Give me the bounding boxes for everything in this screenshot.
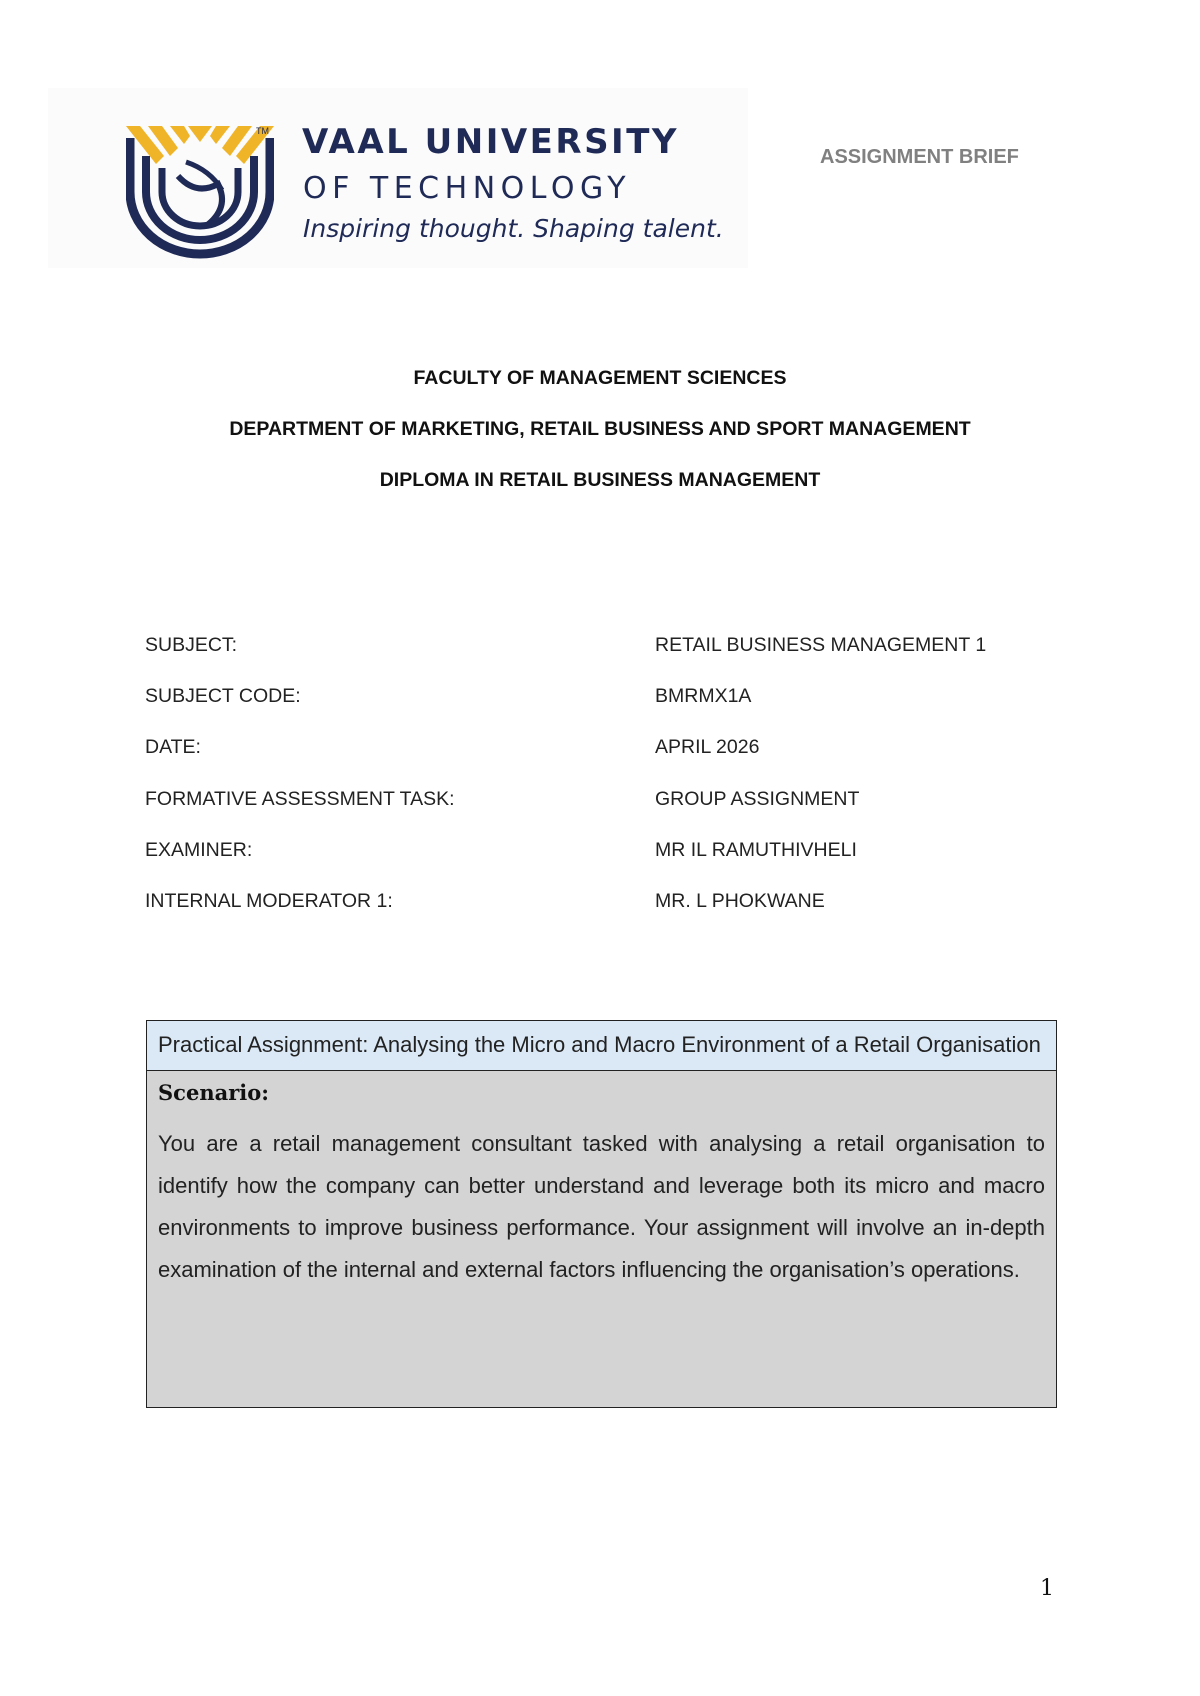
detail-row-assessment-task [145,788,1045,814]
page-number: 1 [1040,1576,1054,1601]
detail-label: DATE: [145,736,201,758]
detail-row-examiner [145,839,1045,865]
detail-label: SUBJECT: [145,634,238,656]
faculty-heading: FACULTY OF MANAGEMENT SCIENCES [413,367,787,389]
detail-value: GROUP ASSIGNMENT [655,788,860,810]
university-crest-icon [126,126,274,260]
logo-technology-line: OF TECHNOLOGY [303,171,632,206]
detail-value: MR IL RAMUTHIVHELI [655,839,857,861]
university-logo [48,88,748,268]
detail-row-moderator [145,890,1045,916]
detail-row-subject [145,634,1045,660]
detail-label: INTERNAL MODERATOR 1: [145,890,393,912]
detail-value: APRIL 2026 [655,736,760,758]
detail-value: BMRMX1A [655,685,752,707]
trademark-mark: TM [256,126,269,136]
detail-label: SUBJECT CODE: [145,685,301,707]
detail-value: RETAIL BUSINESS MANAGEMENT 1 [655,634,987,656]
detail-value: MR. L PHOKWANE [655,890,825,912]
scenario-text: You are a retail management consultant tasked with analysing a retail organisation to identify how the company can better understand and leverage both its micro and macro environments to improve business performance. Your assignment will involve an in-depth examination of the internal and external factors influencing the organisation’s operations. [158,1131,1045,1282]
assignment-title: Practical Assignment: Analysing the Micro and Macro Environment of a Retail Organisation [147,1021,1056,1071]
logo-tagline: Inspiring thought. Shaping talent. [303,214,724,243]
scenario-label: Scenario: [158,1080,269,1105]
assignment-brief-table [146,1020,1057,1408]
detail-row-date [145,736,1045,762]
detail-label: FORMATIVE ASSESSMENT TASK: [145,788,455,810]
detail-row-subject-code [145,685,1045,711]
detail-label: EXAMINER: [145,839,253,861]
department-heading: DEPARTMENT OF MARKETING, RETAIL BUSINESS AND SPORT MANAGEMENT [229,418,971,440]
document-type-label: ASSIGNMENT BRIEF [820,146,1019,168]
qualification-heading: DIPLOMA IN RETAIL BUSINESS MANAGEMENT [379,469,821,491]
scenario-section [147,1071,1056,1407]
logo-university-name: VAAL UNIVERSITY [302,122,680,162]
